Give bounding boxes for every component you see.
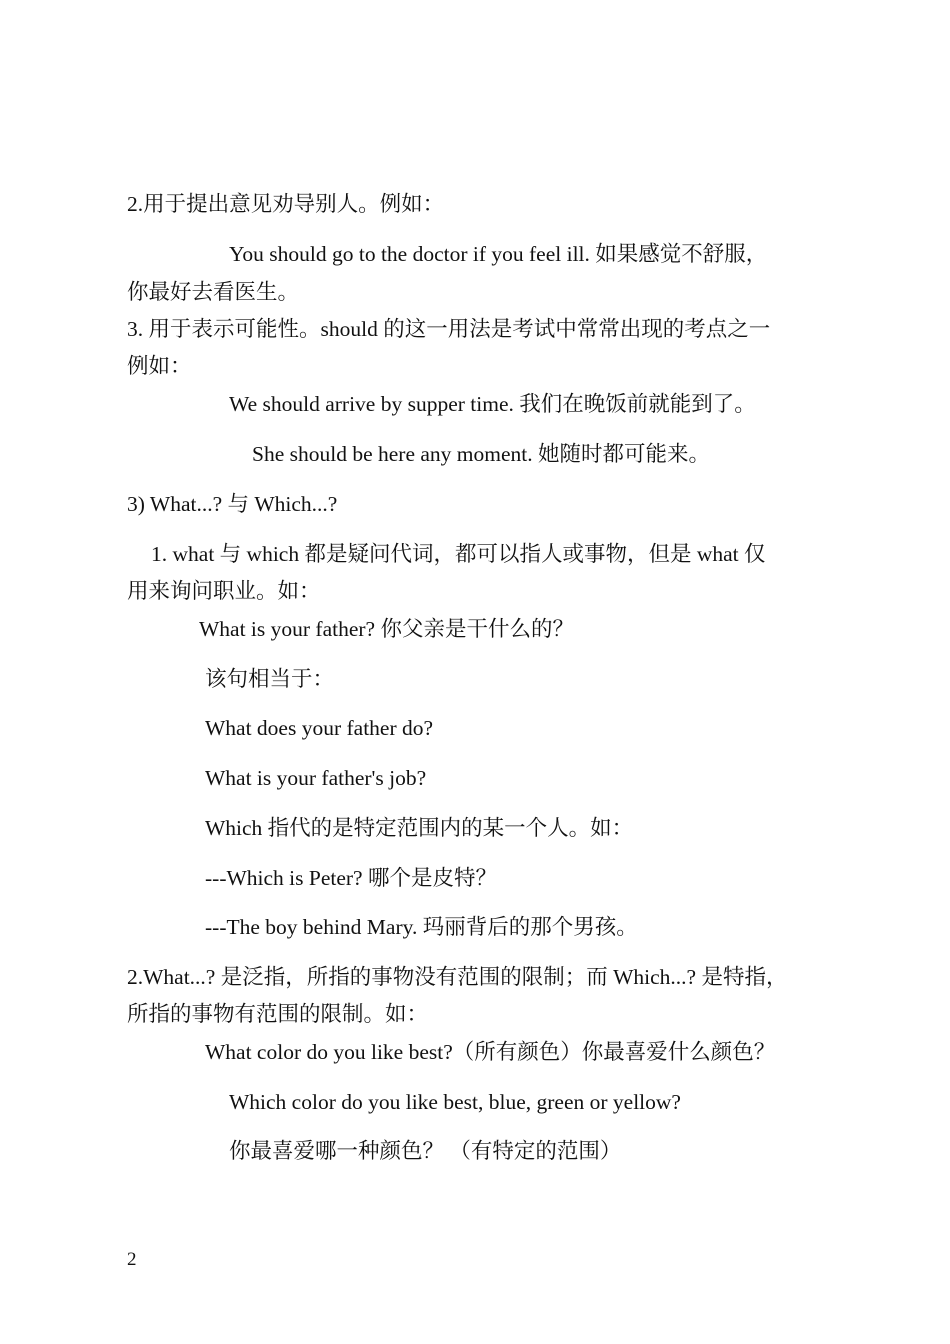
paragraph-what-which-1-cont: 用来询问职业。如： xyxy=(127,579,321,603)
note-equivalent: 该句相当于： xyxy=(205,667,335,691)
paragraph-usage-3: 3. 用于表示可能性。should 的这一用法是考试中常常出现的考点之一 xyxy=(127,317,771,341)
example-what-color: What color do you like best?（所有颜色）你最喜爱什么颜色？ xyxy=(205,1040,776,1064)
example-which-color: Which color do you like best, blue, green or yellow? xyxy=(229,1090,681,1114)
example-which-color-translation: 你最喜爱哪一种颜色？ （有特定的范围） xyxy=(229,1139,622,1163)
page-number: 2 xyxy=(127,1249,137,1270)
paragraph-usage-2: 2.用于提出意见劝导别人。例如： xyxy=(127,192,445,216)
example-sentence-arrive: We should arrive by supper time. 我们在晚饭前就能到了。 xyxy=(229,392,756,416)
dialogue-which-is-peter: ---Which is Peter? 哪个是皮特？ xyxy=(205,866,497,890)
paragraph-usage-3-cont: 例如： xyxy=(127,354,192,378)
example-sentence-moment: She should be here any moment. 她随时都可能来。 xyxy=(252,442,711,466)
paragraph-what-which-2: 2.What...? 是泛指，所指的事物没有范围的限制；而 Which...? 是特指， xyxy=(127,965,788,989)
example-sentence-doctor: You should go to the doctor if you feel ill. 如果感觉不舒服， xyxy=(229,242,768,266)
section-heading-what-which: 3) What...? 与 Which...? xyxy=(127,492,338,516)
example-fathers-job: What is your father's job? xyxy=(205,766,427,790)
paragraph-what-which-1: 1. what 与 which 都是疑问代词，都可以指人或事物，但是 what 仅 xyxy=(151,542,766,566)
note-which-specific: Which 指代的是特定范围内的某一个人。如： xyxy=(205,816,634,840)
example-what-is-father: What is your father? 你父亲是干什么的？ xyxy=(199,617,574,641)
dialogue-boy-behind-mary: ---The boy behind Mary. 玛丽背后的那个男孩。 xyxy=(205,915,638,939)
example-sentence-doctor-cont: 你最好去看医生。 xyxy=(127,280,300,304)
paragraph-what-which-2-cont: 所指的事物有范围的限制。如： xyxy=(127,1002,429,1026)
example-what-does-father-do: What does your father do? xyxy=(205,716,434,740)
